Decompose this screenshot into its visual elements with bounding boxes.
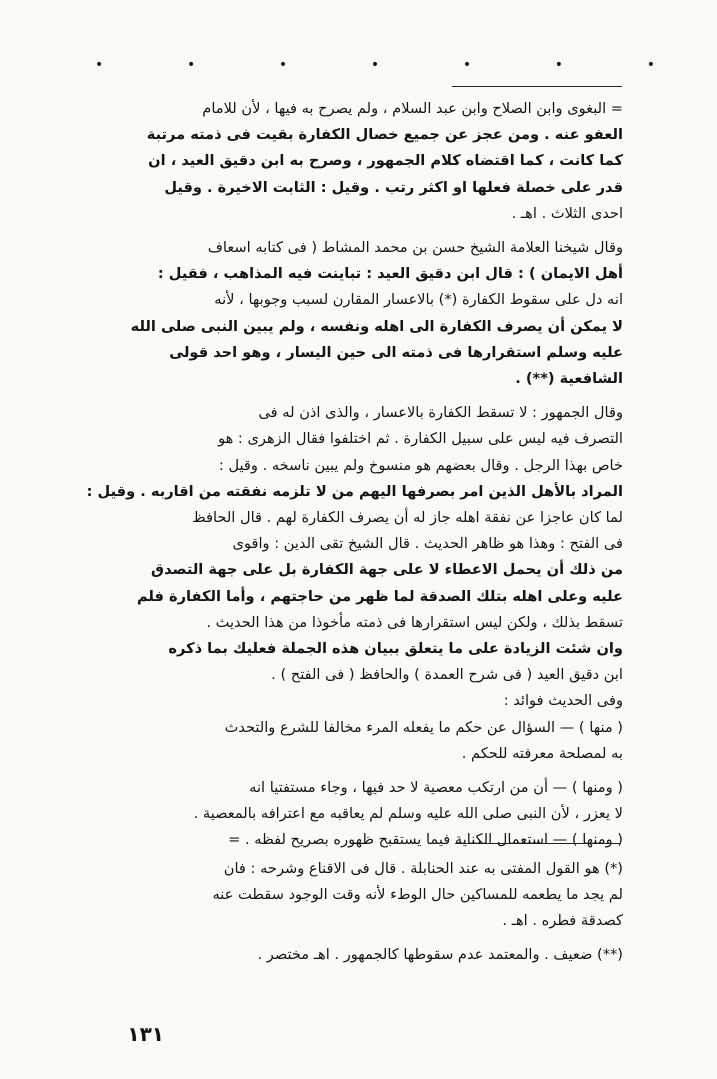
text-line: تسقط بذلك ، ولكن ليس استقرارها فى ذمته مأخوذا من هذا الحديث . bbox=[206, 613, 623, 631]
footnote-divider bbox=[455, 843, 620, 844]
footnote-line: (**) ضعيف . والمعتمد عدم سقوطها كالجمهور . اهـ مختصر . bbox=[257, 946, 623, 963]
top-divider bbox=[452, 86, 622, 87]
text-line: المراد بالأهل الذين امر بصرفها اليهم من لا تلزمه نفقته من اقاربه . وقيل : bbox=[86, 482, 623, 500]
header-mark: • bbox=[646, 57, 655, 73]
text-line: ابن دقيق العيد ( فى شرح العمدة ) والحافظ ( فى الفتح ) . bbox=[271, 666, 623, 684]
text-line: ( منها ) — السؤال عن حكم ما يفعله المرء مخالفا للشرع والتحدث bbox=[224, 718, 623, 736]
header-mark: • bbox=[95, 57, 104, 73]
text-line: الشافعية (**) . bbox=[515, 370, 623, 388]
text-line: به لمصلحة معرفته للحكم . bbox=[461, 744, 623, 762]
header-marks bbox=[95, 58, 655, 72]
text-line: عليه وسلم استقرارها فى ذمته الى حين اليسار ، وهو احد قولى bbox=[169, 343, 623, 361]
text-line: كما كانت ، كما اقتضاه كلام الجمهور ، وصرح به ابن دقيق العيد ، ان bbox=[148, 152, 623, 170]
text-line: وفى الحديث فوائد : bbox=[503, 692, 623, 710]
text-line: العفو عنه . ومن عجز عن جميع خصال الكفارة بقيت فى ذمته مرتبة bbox=[146, 126, 623, 144]
text-line: ( ومنها ) — استعمال الكناية فيما يستقبح ظهوره بصريح لفظه . = bbox=[228, 831, 623, 849]
text-line: خاص بهذا الرجل . وقال بعضهم هو منسوخ ولم يبين ناسخه . وقيل : bbox=[218, 456, 623, 474]
text-line: التصرف فيه ليس على سبيل الكفارة . ثم اختلفوا فقال الزهرى : هو bbox=[218, 430, 623, 448]
text-line: وقال شيخنا العلامة الشيخ حسن بن محمد المشاط ( فى كتابه اسعاف bbox=[207, 239, 623, 257]
header-mark: • bbox=[278, 57, 288, 73]
text-line: ( ومنها ) — أن من ارتكب معصية لا حد فيها ، وجاء مستفتيا انه bbox=[249, 779, 623, 797]
footnote-line: كصدقة فطره . اهـ . bbox=[502, 912, 623, 929]
text-line: أهل الايمان ) : قال ابن دقيق العيد : تباينت فيه المذاهب ، فقيل : bbox=[157, 265, 623, 283]
text-line: من ذلك أن يحمل الاعطاء لا على جهة الكفارة بل على جهة التصدق bbox=[151, 561, 623, 579]
text-line: وان شئت الزيادة على ما يتعلق ببيان هذه الجملة فعليك بما ذكره bbox=[168, 640, 623, 658]
text-line: وقال الجمهور : لا تسقط الكفارة بالاعسار ، والذى اذن له فى bbox=[258, 404, 623, 422]
header-mark: • bbox=[554, 57, 564, 73]
header-mark: • bbox=[370, 57, 380, 73]
text-line: فى الفتح : وهذا هو ظاهر الحديث . قال الشيخ تقى الدين : واقوى bbox=[232, 535, 623, 553]
footnote-line: لم يجد ما يطعمه للمساكين حال الوطء لأنه وقت الوجود سقطت عنه bbox=[212, 886, 623, 903]
text-line: لما كان عاجزا عن نفقة اهله جاز له أن يصرف الكفارة لهم . قال الحافظ bbox=[192, 509, 623, 527]
header-mark: • bbox=[462, 57, 472, 73]
footnotes bbox=[83, 856, 623, 968]
text-line: لا يعزر ، لأن النبى صلى الله عليه وسلم لم يعاقبه مع اعترافه بالمعصية . bbox=[193, 805, 623, 823]
page-number: ١٣١ bbox=[127, 1022, 164, 1046]
text-line: عليه وعلى اهله بتلك الصدقة لما ظهر من حاجتهم ، وأما الكفارة فلم bbox=[136, 587, 623, 605]
footnote-line: (*) هو القول المفتى به عند الحنابلة . قال فى الاقناع وشرحه : فان bbox=[223, 860, 623, 877]
text-line: احدى الثلاث . اهـ . bbox=[511, 204, 623, 222]
text-line: انه دل على سقوط الكفارة (*) بالاعسار المقارن لسبب وجوبها ، لأنه bbox=[214, 291, 623, 309]
header-mark: • bbox=[186, 57, 196, 73]
main-text bbox=[83, 96, 623, 854]
text-line: لا يمكن أن يصرف الكفارة الى اهله ونفسه ، ولم يبين النبى صلى الله bbox=[130, 317, 623, 335]
text-line: قدر على خصلة فعلها او اكثر رتب . وقيل : الثابت الاخيرة . وقيل bbox=[164, 178, 623, 196]
text-line: = البغوى وابن الصلاح وابن عبد السلام ، ولم يصرح به فيها ، لأن للامام bbox=[202, 100, 623, 117]
